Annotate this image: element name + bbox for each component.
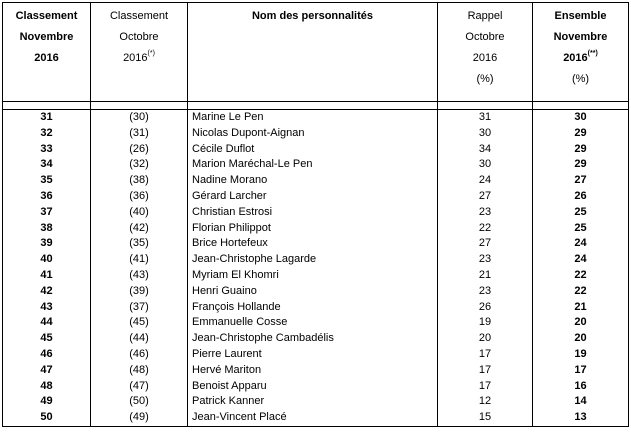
personality-name-cell: Florian Philippot bbox=[188, 221, 438, 237]
rank-november-cell: 36 bbox=[3, 189, 91, 205]
rank-october-cell: (30) bbox=[91, 110, 188, 126]
personality-name-cell: Marine Le Pen bbox=[188, 110, 438, 126]
header-spacer bbox=[3, 102, 629, 110]
rank-november-cell: 45 bbox=[3, 331, 91, 347]
rank-november-cell: 49 bbox=[3, 394, 91, 410]
rank-october-cell: (50) bbox=[91, 394, 188, 410]
rank-november-cell: 34 bbox=[3, 157, 91, 173]
table-row bbox=[3, 394, 629, 410]
personality-name-cell: Hervé Mariton bbox=[188, 363, 438, 379]
personality-name-cell: Marion Maréchal-Le Pen bbox=[188, 157, 438, 173]
total-november-cell: 30 bbox=[533, 110, 629, 126]
total-november-cell: 22 bbox=[533, 284, 629, 300]
rank-november-cell: 46 bbox=[3, 347, 91, 363]
rank-november-cell: 35 bbox=[3, 173, 91, 189]
header-recall-unit: (%) bbox=[476, 73, 494, 85]
table-row bbox=[3, 157, 629, 173]
rank-november-cell: 31 bbox=[3, 110, 91, 126]
rank-november-cell: 44 bbox=[3, 315, 91, 331]
recall-october-cell: 26 bbox=[438, 300, 533, 316]
personality-name-cell: Gérard Larcher bbox=[188, 189, 438, 205]
recall-october-cell: 27 bbox=[438, 189, 533, 205]
rank-october-cell: (41) bbox=[91, 252, 188, 268]
recall-october-cell: 23 bbox=[438, 205, 533, 221]
header-total-line2: Novembre bbox=[553, 31, 608, 43]
header-rank-november-line2: Novembre bbox=[19, 31, 74, 43]
header-total-line1: Ensemble bbox=[554, 10, 607, 22]
rank-october-cell: (31) bbox=[91, 126, 188, 142]
header-rank-october-footnote: (*) bbox=[147, 50, 155, 58]
rank-october-cell: (36) bbox=[91, 189, 188, 205]
ranking-rows bbox=[3, 110, 629, 427]
rank-november-cell: 38 bbox=[3, 221, 91, 237]
recall-october-cell: 17 bbox=[438, 363, 533, 379]
rank-october-cell: (40) bbox=[91, 205, 188, 221]
header-recall-line3: 2016 bbox=[472, 52, 498, 64]
rank-october-cell: (38) bbox=[91, 173, 188, 189]
ranking-table bbox=[2, 2, 629, 427]
rank-october-cell: (45) bbox=[91, 315, 188, 331]
rank-november-cell: 48 bbox=[3, 379, 91, 395]
total-november-cell: 29 bbox=[533, 126, 629, 142]
header-names bbox=[188, 3, 438, 102]
personality-name-cell: Nadine Morano bbox=[188, 173, 438, 189]
total-november-cell: 17 bbox=[533, 363, 629, 379]
rank-november-cell: 42 bbox=[3, 284, 91, 300]
header-rank-october bbox=[91, 3, 188, 102]
total-november-cell: 21 bbox=[533, 300, 629, 316]
recall-october-cell: 15 bbox=[438, 410, 533, 426]
rank-november-cell: 40 bbox=[3, 252, 91, 268]
header-rank-october-line3 bbox=[91, 48, 187, 69]
personality-name-cell: Nicolas Dupont-Aignan bbox=[188, 126, 438, 142]
personality-name-cell: Myriam El Khomri bbox=[188, 268, 438, 284]
total-november-cell: 14 bbox=[533, 394, 629, 410]
table-row bbox=[3, 363, 629, 379]
header-rank-november bbox=[3, 3, 91, 102]
personality-name-cell: Cécile Duflot bbox=[188, 142, 438, 158]
personality-name-cell: Henri Guaino bbox=[188, 284, 438, 300]
recall-october-cell: 31 bbox=[438, 110, 533, 126]
rank-october-cell: (49) bbox=[91, 410, 188, 426]
recall-october-cell: 23 bbox=[438, 252, 533, 268]
total-november-cell: 22 bbox=[533, 268, 629, 284]
header-total-footnote: (**) bbox=[587, 50, 598, 58]
header-rank-october-year: 2016 bbox=[123, 52, 148, 64]
recall-october-cell: 20 bbox=[438, 331, 533, 347]
header-recall-line1: Rappel bbox=[467, 10, 503, 22]
total-november-cell: 24 bbox=[533, 252, 629, 268]
table-row bbox=[3, 189, 629, 205]
total-november-cell: 19 bbox=[533, 347, 629, 363]
recall-october-cell: 23 bbox=[438, 284, 533, 300]
table-row bbox=[3, 410, 629, 426]
table-row bbox=[3, 252, 629, 268]
personality-name-cell: François Hollande bbox=[188, 300, 438, 316]
table-row bbox=[3, 347, 629, 363]
personality-name-cell: Emmanuelle Cosse bbox=[188, 315, 438, 331]
rank-november-cell: 43 bbox=[3, 300, 91, 316]
rank-october-cell: (26) bbox=[91, 142, 188, 158]
table-row bbox=[3, 110, 629, 126]
header-rank-november-line1: Classement bbox=[15, 10, 78, 22]
total-november-cell: 13 bbox=[533, 410, 629, 426]
total-november-cell: 27 bbox=[533, 173, 629, 189]
table-row bbox=[3, 331, 629, 347]
total-november-cell: 25 bbox=[533, 221, 629, 237]
rank-november-cell: 41 bbox=[3, 268, 91, 284]
rank-october-cell: (46) bbox=[91, 347, 188, 363]
rank-october-cell: (42) bbox=[91, 221, 188, 237]
header-rank-october-line2: Octobre bbox=[119, 31, 159, 43]
table-row bbox=[3, 300, 629, 316]
rank-october-cell: (47) bbox=[91, 379, 188, 395]
header-total-line3 bbox=[533, 48, 628, 69]
personality-name-cell: Christian Estrosi bbox=[188, 205, 438, 221]
header-row bbox=[3, 3, 629, 102]
rank-october-cell: (32) bbox=[91, 157, 188, 173]
total-november-cell: 26 bbox=[533, 189, 629, 205]
header-total-unit: (%) bbox=[571, 73, 590, 85]
header-recall-line2: Octobre bbox=[465, 31, 505, 43]
table-row bbox=[3, 126, 629, 142]
personality-name-cell: Pierre Laurent bbox=[188, 347, 438, 363]
table-row bbox=[3, 236, 629, 252]
rank-november-cell: 39 bbox=[3, 236, 91, 252]
recall-october-cell: 17 bbox=[438, 379, 533, 395]
rank-october-cell: (48) bbox=[91, 363, 188, 379]
personality-name-cell: Brice Hortefeux bbox=[188, 236, 438, 252]
recall-october-cell: 21 bbox=[438, 268, 533, 284]
table-row bbox=[3, 173, 629, 189]
table-row bbox=[3, 284, 629, 300]
total-november-cell: 20 bbox=[533, 331, 629, 347]
recall-october-cell: 30 bbox=[438, 126, 533, 142]
personality-name-cell: Jean-Vincent Placé bbox=[188, 410, 438, 426]
recall-october-cell: 30 bbox=[438, 157, 533, 173]
recall-october-cell: 24 bbox=[438, 173, 533, 189]
total-november-cell: 20 bbox=[533, 315, 629, 331]
header-rank-october-line1: Classement bbox=[109, 10, 169, 22]
header-total-year: 2016 bbox=[563, 52, 588, 64]
recall-october-cell: 34 bbox=[438, 142, 533, 158]
rank-november-cell: 32 bbox=[3, 126, 91, 142]
rank-october-cell: (35) bbox=[91, 236, 188, 252]
rank-november-cell: 37 bbox=[3, 205, 91, 221]
rank-november-cell: 33 bbox=[3, 142, 91, 158]
header-rank-november-line3: 2016 bbox=[34, 52, 59, 64]
personality-name-cell: Jean-Christophe Lagarde bbox=[188, 252, 438, 268]
personality-name-cell: Patrick Kanner bbox=[188, 394, 438, 410]
recall-october-cell: 12 bbox=[438, 394, 533, 410]
total-november-cell: 16 bbox=[533, 379, 629, 395]
table-row bbox=[3, 315, 629, 331]
personality-name-cell: Benoist Apparu bbox=[188, 379, 438, 395]
recall-october-cell: 22 bbox=[438, 221, 533, 237]
recall-october-cell: 27 bbox=[438, 236, 533, 252]
total-november-cell: 25 bbox=[533, 205, 629, 221]
table-row bbox=[3, 205, 629, 221]
rank-october-cell: (44) bbox=[91, 331, 188, 347]
total-november-cell: 29 bbox=[533, 142, 629, 158]
header-recall-october bbox=[438, 3, 533, 102]
table-row bbox=[3, 379, 629, 395]
header-total-november bbox=[533, 3, 629, 102]
rank-november-cell: 47 bbox=[3, 363, 91, 379]
recall-october-cell: 17 bbox=[438, 347, 533, 363]
rank-october-cell: (37) bbox=[91, 300, 188, 316]
table-row bbox=[3, 142, 629, 158]
recall-october-cell: 19 bbox=[438, 315, 533, 331]
table-row bbox=[3, 221, 629, 237]
total-november-cell: 24 bbox=[533, 236, 629, 252]
personality-name-cell: Jean-Christophe Cambadélis bbox=[188, 331, 438, 347]
rank-november-cell: 50 bbox=[3, 410, 91, 426]
header-names-label: Nom des personnalités bbox=[251, 10, 374, 22]
table-row bbox=[3, 268, 629, 284]
total-november-cell: 29 bbox=[533, 157, 629, 173]
rank-october-cell: (43) bbox=[91, 268, 188, 284]
rank-october-cell: (39) bbox=[91, 284, 188, 300]
